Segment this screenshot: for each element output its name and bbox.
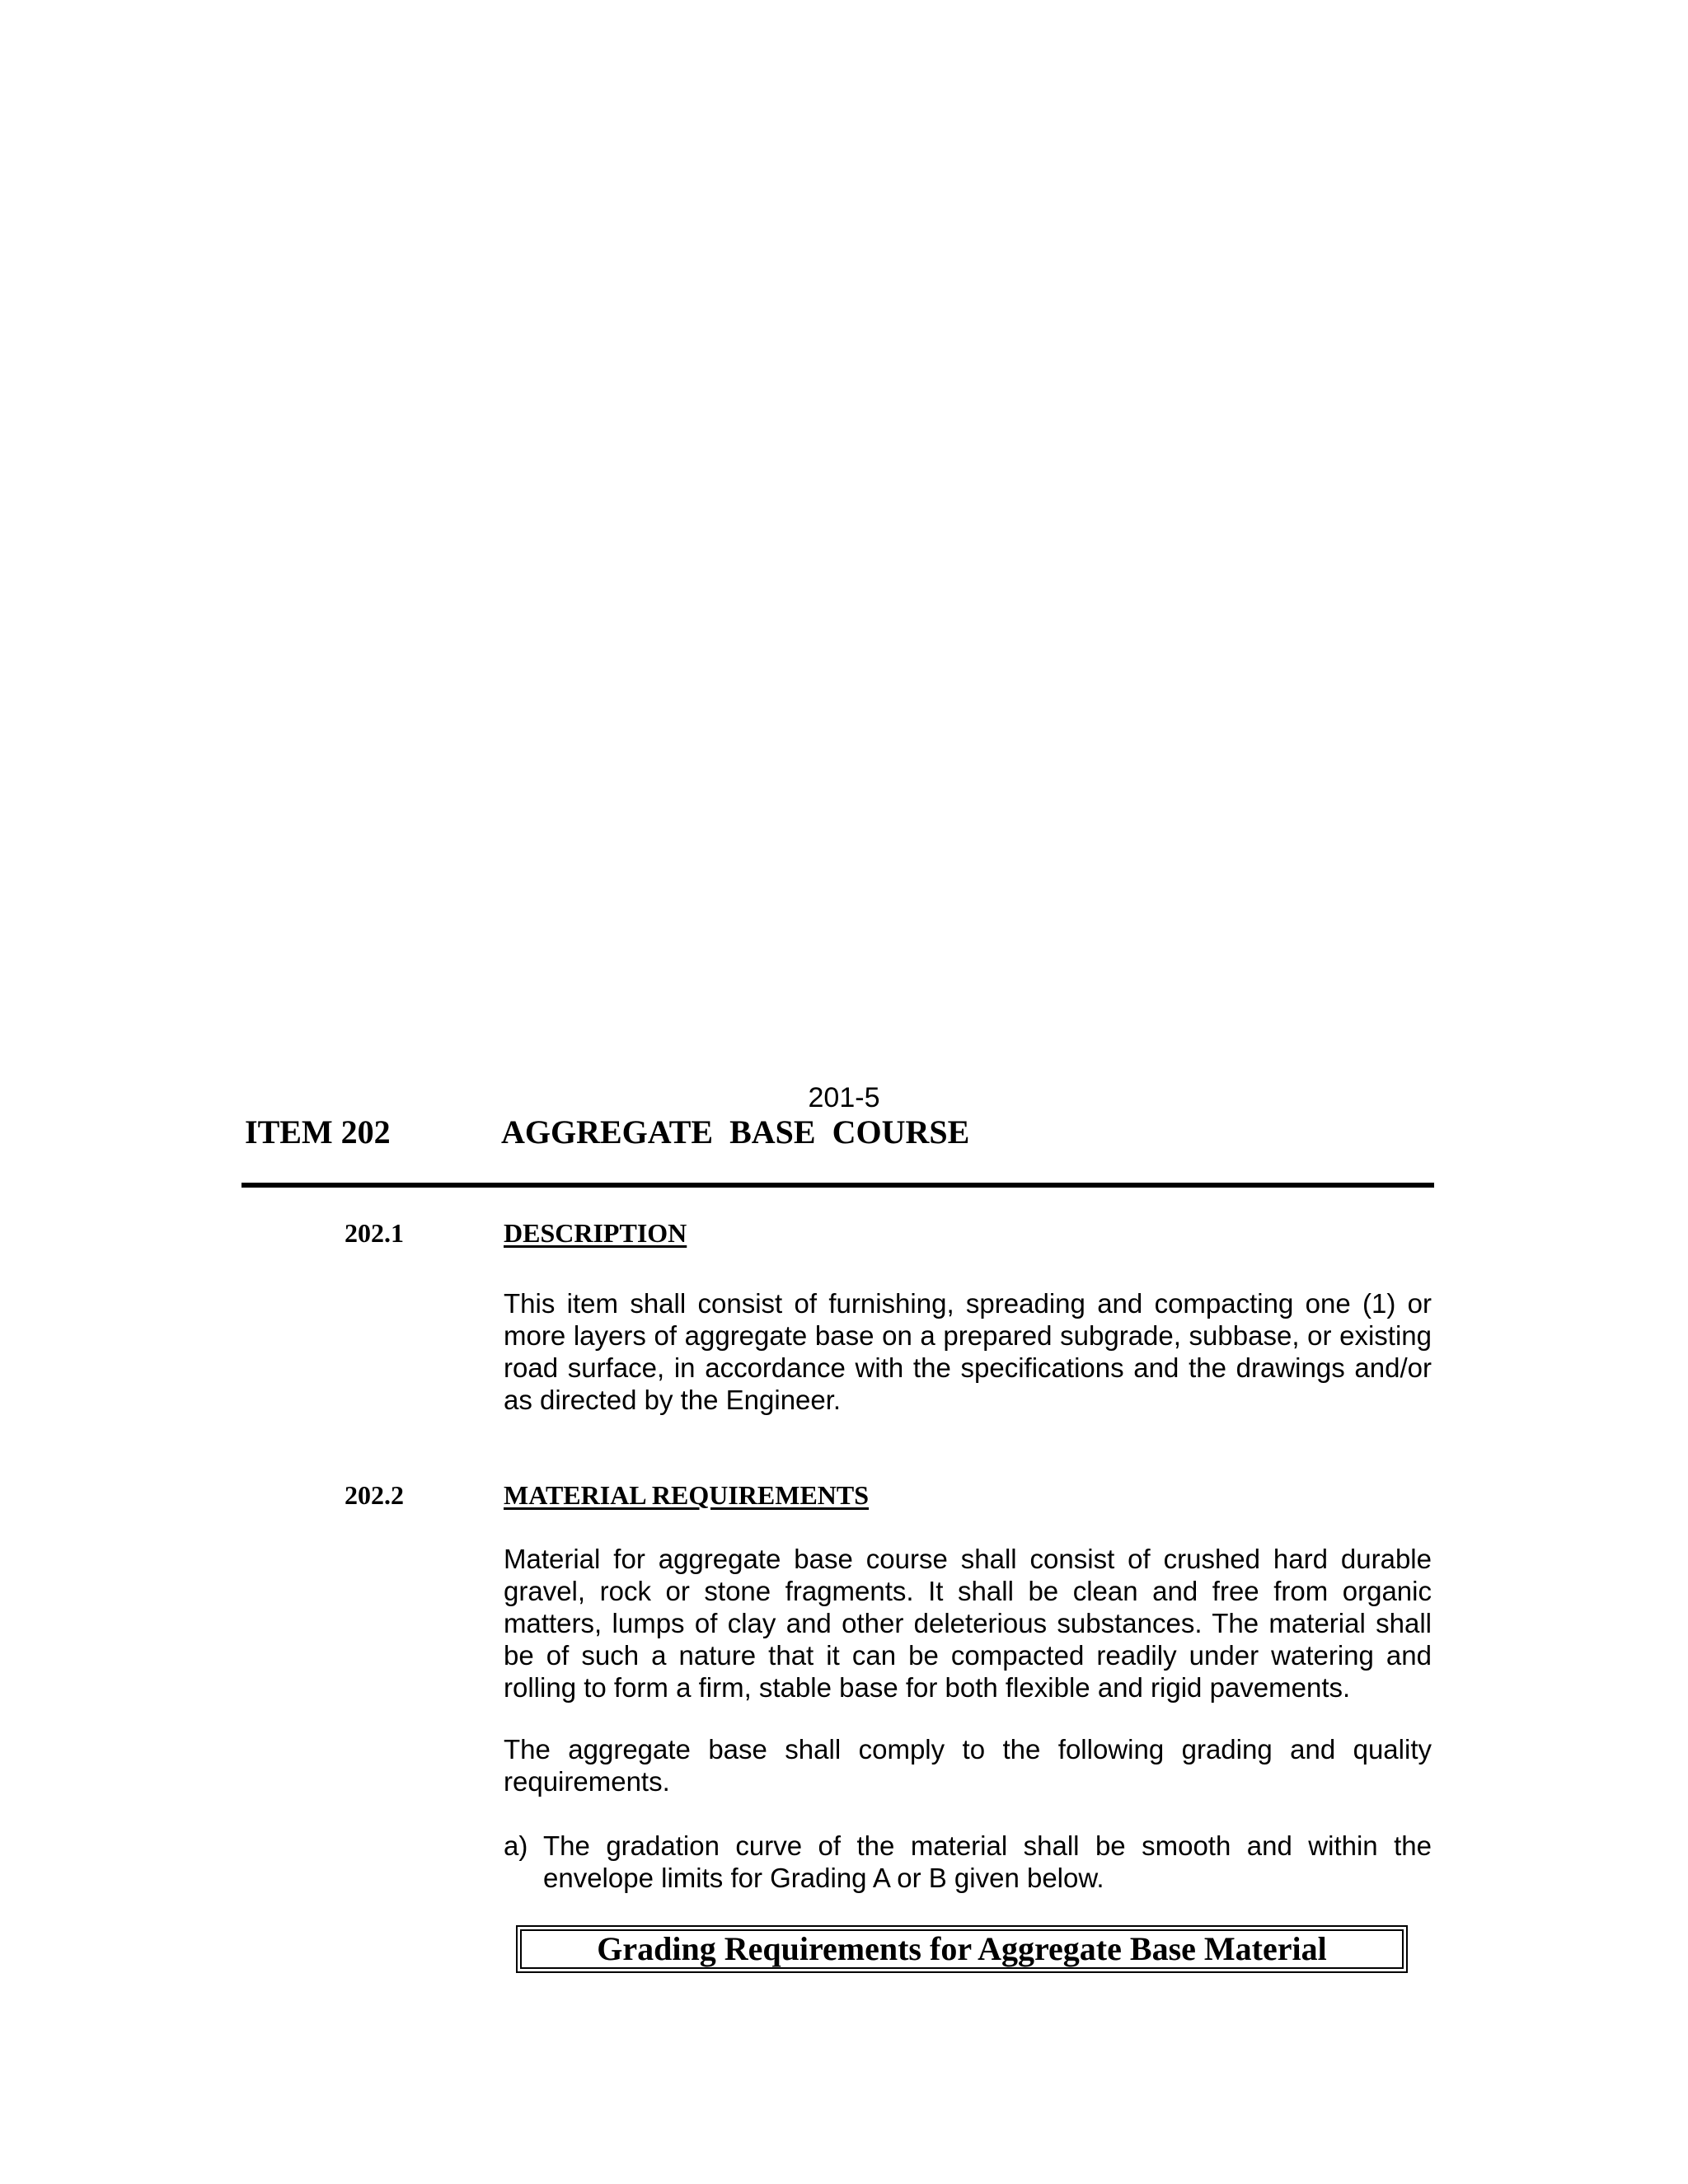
section-number-202-2: 202.2 — [345, 1480, 404, 1510]
table-title-box — [516, 1925, 1408, 1973]
material-paragraph-2: The aggregate base shall comply to the following grading and quality requirements. — [504, 1734, 1432, 1797]
item-code: ITEM 202 — [245, 1113, 391, 1151]
section-heading-description: DESCRIPTION — [504, 1218, 687, 1248]
table-title: Grading Requirements for Aggregate Base Material — [520, 1929, 1404, 1969]
section-number-202-1: 202.1 — [345, 1218, 404, 1248]
header-divider — [241, 1183, 1434, 1188]
list-item-text: The gradation curve of the material shall be smooth and within the envelope limits for Grading A or B given below. — [543, 1830, 1432, 1893]
material-paragraph-1: Material for aggregate base course shall consist of crushed hard durable gravel, rock or stone fragments. It shall be clean and free from organic matters, lumps of clay and other deleterious substances. The material shall be of such a nature that it can be compacted readily under watering and rolling to form a firm, stable base for both flexible and rigid pavements. — [504, 1544, 1432, 1703]
section-heading-material-requirements: MATERIAL REQUIREMENTS — [504, 1480, 870, 1510]
list-item-a — [504, 1830, 1432, 1894]
item-title: AGGREGATE BASE COURSE — [501, 1113, 970, 1151]
list-item-marker: a) — [504, 1830, 528, 1861]
description-paragraph: This item shall consist of furnishing, spreading and compacting one (1) or more layers of aggregate base on a prepared subgrade, subbase, or existing road surface, in accordance with the specifications and the drawings and/or as directed by the Engineer. — [504, 1288, 1432, 1415]
page-number: 201-5 — [808, 1082, 880, 1113]
